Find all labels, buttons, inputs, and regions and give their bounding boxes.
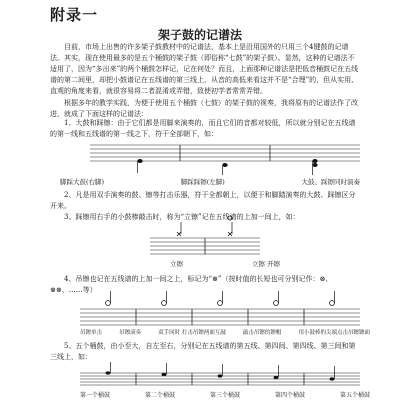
label-tom-1: 第一个桶鼓 (80, 392, 111, 399)
label-cymbal-roll: 吊镲滚奏 (119, 330, 142, 336)
paragraph-5: 5、五个桶鼓，由小至大，自左至右，分别记在五线谱的第五线、第四间、第四线、第三间和第三线上，如： (50, 342, 356, 361)
label-open-hihat: 立镲 开镲 (251, 260, 280, 268)
label-cymbal-single: 吊镲单击 (80, 330, 103, 336)
labels-example-2 (170, 259, 280, 268)
paragraph-2: 2、凡是用双手演奏的鼓、镲等打击乐器，符干全都朝上，以便于和脚踏演奏的大鼓、踩镲区分开来。 (50, 191, 356, 210)
paragraph-4: 4、吊镲也记在五线谱的上加一间之上，标记为“⊗”（按时值的长短也可分别记作：⊗、⊗⊗、……等） (50, 275, 333, 294)
label-hihat-foot: 脚踩踩镲(左脚) (180, 178, 225, 186)
staff-example-1 (90, 143, 360, 167)
label-tom-3: 第三个桶鼓 (209, 392, 240, 399)
paragraph-1: 1、大鼓和踩镲：由于它们都是用脚来演奏的，而且它们的音都对较低，所以就分别记在五线谱的第一线和五线谱的第一线之下，符干全部朝下，如： (50, 119, 356, 138)
label-both: 大鼓、踩镲同时演奏 (301, 178, 360, 186)
label-cymbal-tip: 用小鼓棒的尖端点击吊镲镲面 (298, 330, 370, 336)
label-closed-hihat: 立镲 (170, 260, 183, 268)
staff-example-4 (80, 371, 360, 389)
section-title: 架子鼓的记谱法 (157, 28, 242, 42)
labels-example-4 (80, 390, 370, 399)
label-tom-4: 第四个桶鼓 (274, 392, 305, 399)
paragraph-intro: 目前，市场上出售的许多架子鼓教材中的记谱法，基本上是沿用国外的只用三个4键鼓的记谱法。其实，现在使用最多的是五个桶鼓的架子鼓（即俗称“七鼓”的架子鼓）。显然，这种的记谱法不适用了，因为“多出来”的两个桶鼓怎样记，记在何处？而且，上面那种记谱法是把低音桶鼓记在五线谱的第二间里，却把小鼓谱记在五线谱的第三线上，从音的高低来看这并不是“合理”的，但从实用、直观的角度来看，就很容易将二者混淆或弄错，致使初学者常常弄错。 (50, 43, 359, 95)
label-cymbal-clash: 双手同时 打击吊镲两面互敲 (158, 330, 226, 336)
staff-example-2 (150, 232, 260, 256)
paragraph-3: 3、踩镲用右手的小鼓棒敲击时，称为“立镲”记在五线谱的上加一间上，如： (64, 213, 300, 221)
labels-example-3 (80, 328, 370, 336)
paragraph-intro2: 根据多年的教学实践，为便于使用五个桶鼓（七鼓）的架子鼓的视奏，我将原有的记谱法作了改进，就成了下面这样的记谱法： (50, 99, 358, 118)
staff-example-3 (80, 305, 360, 327)
label-tom-2: 第二个桶鼓 (144, 392, 175, 399)
label-bass-drum: 脚踩大鼓(右脚) (60, 178, 105, 186)
label-tom-5: 第五个桶鼓 (339, 392, 370, 399)
label-cymbal-bell: 敲击吊镲的镲帽 (242, 330, 282, 336)
labels-example-1 (60, 177, 360, 186)
appendix-heading: 附录一 (50, 6, 99, 24)
